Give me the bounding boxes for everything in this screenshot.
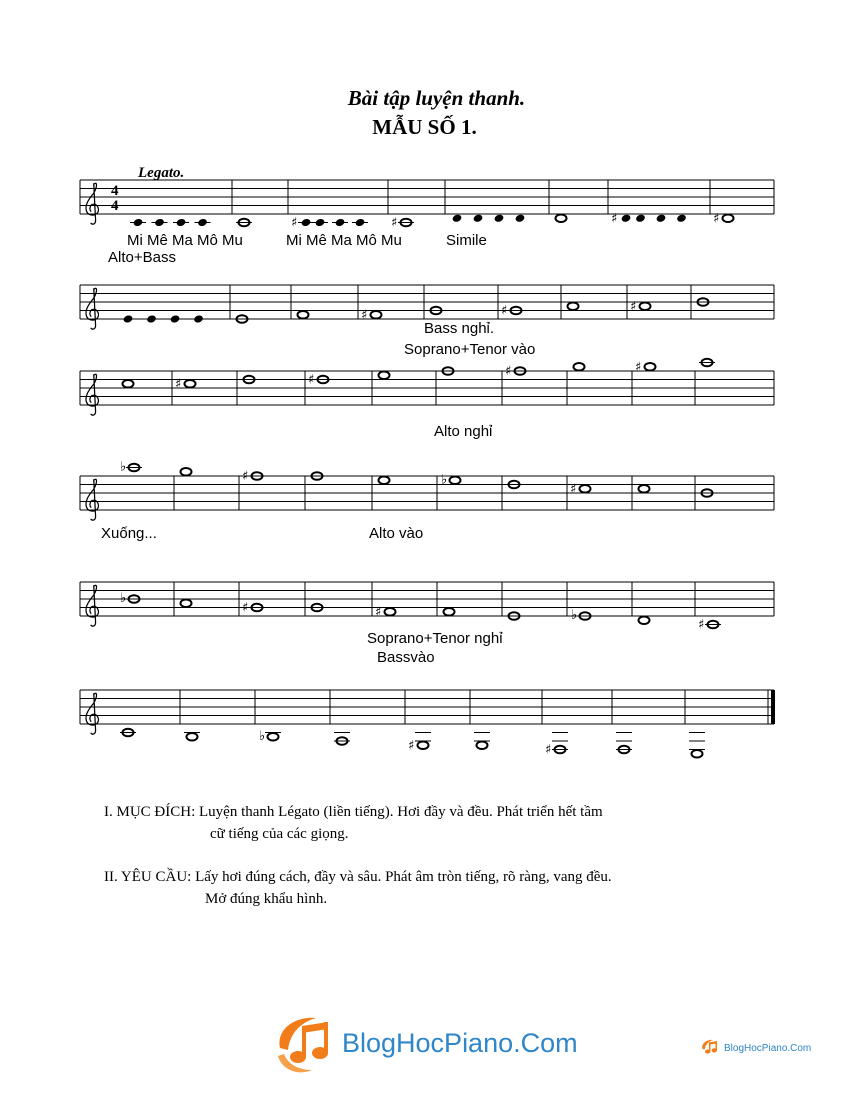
voice-note-soprano-tenor-in: Soprano+Tenor vào (404, 341, 536, 358)
brand-logo-small-text: BlogHocPiano.Com (724, 1043, 812, 1054)
sharp-sign: ♯ (391, 215, 398, 231)
requirements-line-1: Lấy hơi đúng cách, đầy và sâu. Phát âm tròn tiếng, rõ ràng, vang đều. (195, 869, 612, 885)
quarter-note (146, 314, 157, 323)
sharp-sign: ♯ (611, 211, 618, 227)
quarter-note (301, 218, 312, 227)
whole-note (640, 302, 651, 310)
treble-clef (86, 183, 98, 224)
purpose-line-2: cữ tiếng của các giọng. (210, 826, 349, 842)
sharp-sign: ♯ (375, 604, 382, 620)
staff-system-6 (80, 690, 775, 758)
sharp-sign: ♯ (713, 211, 720, 227)
lyric-syllables-1: Mi Mê Ma Mô Mu (127, 232, 243, 249)
quarter-note (656, 214, 667, 223)
brand-logo (272, 1010, 578, 1080)
treble-clef (86, 693, 98, 734)
whole-note (181, 468, 192, 476)
sharp-sign: ♯ (361, 307, 368, 323)
whole-note (123, 380, 134, 388)
sharp-sign: ♯ (545, 742, 552, 758)
staff-system-4 (80, 460, 774, 521)
sharp-sign: ♯ (291, 215, 298, 231)
voice-note-alto-bass: Alto+Bass (108, 249, 176, 266)
voice-note-bass-in: Bassvào (377, 649, 435, 666)
music-note-small-icon (700, 1037, 722, 1059)
score-annotations (101, 232, 535, 666)
lyric-syllables-2: Mi Mê Ma Mô Mu (286, 232, 402, 249)
sharp-sign: ♯ (408, 738, 415, 754)
tempo-marking: Legato. (138, 165, 185, 181)
quarter-note (515, 214, 526, 223)
quarter-note (170, 314, 181, 323)
voice-note-alto-in: Alto vào (369, 525, 424, 542)
quarter-note (133, 218, 144, 227)
whole-note (418, 741, 429, 749)
page-title: Bài tập luyện thanh. (347, 86, 526, 110)
flat-sign: ♭ (441, 472, 448, 488)
brand-logo-small (700, 1037, 830, 1061)
whole-note (580, 485, 591, 493)
time-signature-bottom: 4 (111, 198, 119, 214)
quarter-note (635, 214, 646, 223)
voice-note-bass-rest: Bass nghỉ. (424, 320, 495, 337)
section-purpose (104, 801, 603, 842)
whole-note (298, 311, 309, 319)
whole-note (450, 476, 461, 484)
staff-system-3 (80, 359, 774, 415)
whole-note (187, 733, 198, 741)
final-barline-thick (771, 690, 775, 724)
whole-note (185, 380, 196, 388)
sharp-sign: ♯ (242, 600, 249, 616)
quarter-note (452, 214, 463, 223)
flat-sign: ♭ (571, 608, 578, 623)
sharp-sign: ♯ (570, 481, 577, 497)
quarter-note (473, 214, 484, 223)
quarter-note (197, 218, 208, 227)
voice-note-soprano-tenor-rest: Soprano+Tenor nghỉ (367, 630, 503, 647)
music-note-logo-icon (272, 1010, 346, 1080)
quarter-note (123, 314, 134, 323)
time-signature-top: 4 (111, 183, 119, 199)
treble-clef (86, 479, 98, 520)
whole-note (639, 616, 650, 624)
quarter-note (315, 218, 326, 227)
whole-note (645, 363, 656, 371)
whole-note (385, 608, 396, 616)
sharp-sign: ♯ (501, 303, 508, 319)
whole-note (477, 741, 488, 749)
flat-sign: ♭ (259, 728, 266, 744)
treble-clef (86, 585, 98, 626)
requirements-line-2: Mở đúng khẩu hình. (205, 891, 328, 907)
whole-note (379, 371, 390, 379)
quarter-note (335, 218, 346, 227)
sharp-sign: ♯ (630, 299, 637, 315)
sharp-sign: ♯ (505, 364, 512, 379)
sharp-sign: ♯ (242, 469, 249, 484)
staff-systems (80, 180, 775, 758)
page-subtitle: MẪU SỐ 1. (372, 115, 477, 139)
flat-sign: ♭ (120, 591, 127, 606)
purpose-label: I. MỤC ĐÍCH: (104, 804, 196, 820)
quarter-note (355, 218, 366, 227)
quarter-note (621, 214, 632, 223)
whole-note (568, 302, 579, 310)
section-requirements (104, 866, 612, 907)
whole-note (268, 733, 279, 741)
quarter-note (176, 218, 187, 227)
flat-sign: ♭ (120, 459, 127, 475)
treble-clef (86, 374, 98, 415)
treble-clef (86, 288, 98, 329)
quarter-note (154, 218, 165, 227)
voice-note-descending: Xuống... (101, 525, 157, 542)
quarter-note (193, 314, 204, 323)
whole-note (181, 599, 192, 607)
staff-system-1 (80, 180, 774, 231)
whole-note (379, 476, 390, 484)
sharp-sign: ♯ (635, 359, 642, 375)
brand-logo-text: BlogHocPiano.Com (342, 1028, 578, 1058)
whole-note (556, 214, 567, 222)
simile-text: Simile (446, 232, 487, 249)
whole-note (639, 485, 650, 493)
whole-note (444, 608, 455, 616)
sharp-sign: ♯ (308, 372, 315, 388)
requirements-label: II. YÊU CẦU: (104, 869, 192, 885)
whole-note (574, 363, 585, 371)
purpose-line-1: Luyện thanh Légato (liền tiếng). Hơi đầy và đều. Phát triển hết tầm (199, 804, 603, 820)
sharp-sign: ♯ (698, 617, 705, 633)
whole-note (692, 750, 703, 758)
staff-system-5 (80, 582, 774, 633)
voice-note-alto-rest: Alto nghỉ (434, 423, 493, 440)
whole-note (723, 214, 734, 222)
sharp-sign: ♯ (175, 376, 182, 392)
quarter-note (676, 214, 687, 223)
quarter-note (494, 214, 505, 223)
whole-note (371, 311, 382, 319)
